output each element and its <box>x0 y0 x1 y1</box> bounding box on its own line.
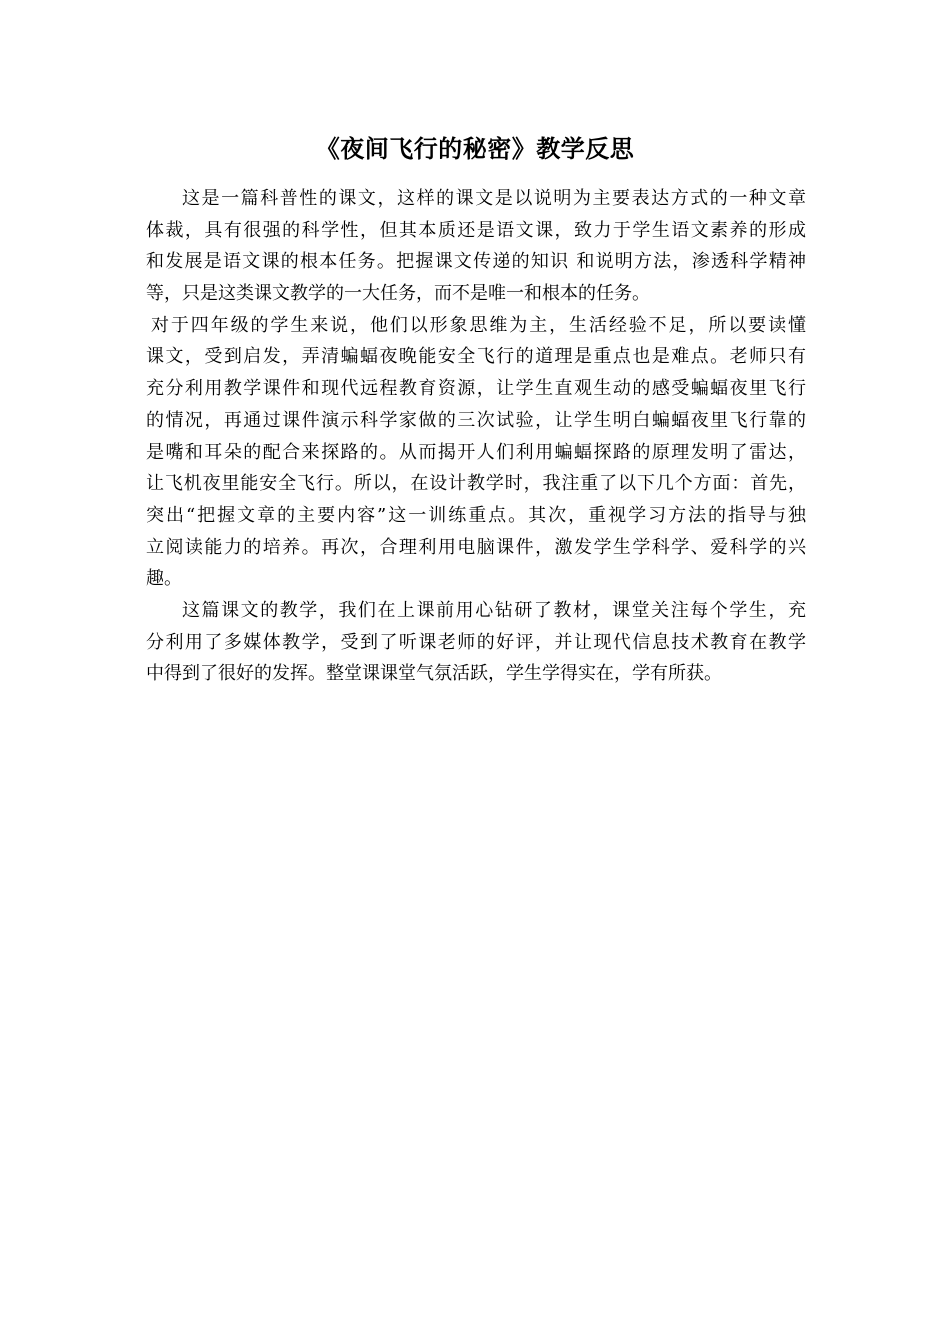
paragraph-line: 是嘴和耳朵的配合来探路的。从而揭开人们利用蝙蝠探路的原理发明了雷达， <box>146 441 806 463</box>
paragraph-line: 课文，受到启发，弄清蝙蝠夜晚能安全飞行的道理是重点也是难点。老师只有 <box>146 346 806 368</box>
paragraph-line: 充分利用教学课件和现代远程教育资源，让学生直观生动的感受蝙蝠夜里飞行 <box>146 378 806 400</box>
document-title: 《夜间飞行的秘密》教学反思 <box>315 135 635 163</box>
document-body <box>146 183 806 690</box>
paragraph-line: 立阅读能力的培养。再次，合理利用电脑课件，激发学生学科学、爱科学的兴 <box>146 536 806 558</box>
paragraph-line: 和发展是语文课的根本任务。把握课文传递的知识 和说明方法，渗透科学精神 <box>146 251 806 273</box>
paragraph-line: 这是一篇科普性的课文，这样的课文是以说明为主要表达方式的一种文章 <box>182 188 806 209</box>
paragraph-1 <box>146 183 806 310</box>
paragraph-line: 的情况，再通过课件演示科学家做的三次试验，让学生明白蝙蝠夜里飞行靠的 <box>146 409 806 431</box>
paragraph-2 <box>146 310 806 595</box>
paragraph-line: 对于四年级的学生来说，他们以形象思维为主，生活经验不足，所以要读懂 <box>151 314 806 336</box>
paragraph-line: 突出“把握文章的主要内容”这一训练重点。其次，重视学习方法的指导与独 <box>146 504 806 526</box>
paragraph-line: 等，只是这类课文教学的一大任务，而不是唯一和根本的任务。 <box>146 283 650 305</box>
paragraph-line: 中得到了很好的发挥。整堂课课堂气氛活跃，学生学得实在，学有所获。 <box>146 663 722 685</box>
paragraph-line: 这篇课文的教学，我们在上课前用心钻研了教材，课堂关注每个学生，充 <box>182 599 806 621</box>
paragraph-line: 体裁，具有很强的科学性，但其本质还是语文课，致力于学生语文素养的形成 <box>146 219 806 241</box>
paragraph-line: 趣。 <box>146 568 182 590</box>
paragraph-3 <box>146 595 806 690</box>
paragraph-line: 让飞机夜里能安全飞行。所以，在设计教学时，我注重了以下几个方面：首先， <box>146 473 806 495</box>
paragraph-line: 分利用了多媒体教学，受到了听课老师的好评，并让现代信息技术教育在教学 <box>146 631 806 653</box>
